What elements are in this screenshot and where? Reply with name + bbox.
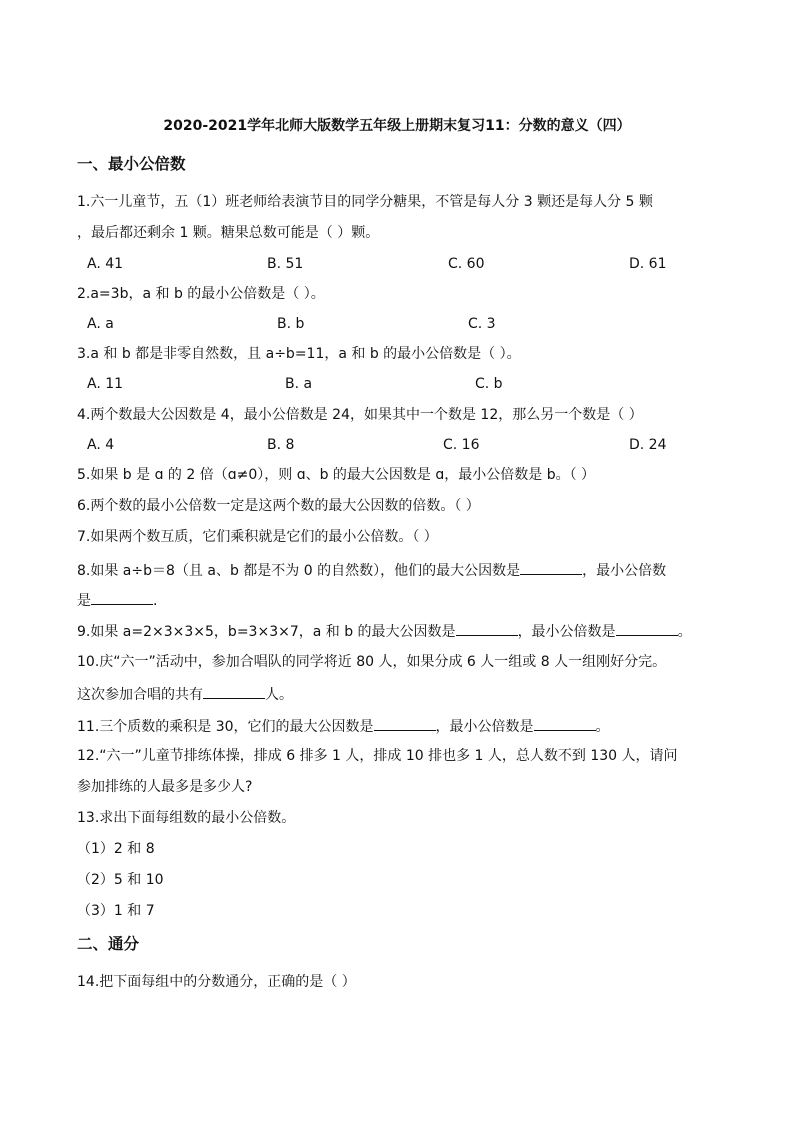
option-c[interactable]: C. 3 bbox=[468, 316, 496, 332]
question-13: 13.求出下面每组数的最小公倍数。 bbox=[77, 810, 296, 826]
question-14: 14.把下面每组中的分数通分，正确的是（ ） bbox=[77, 974, 356, 990]
option-b[interactable]: B. a bbox=[285, 376, 313, 392]
question-8-text: ，最小公倍数 bbox=[582, 563, 667, 579]
question-6: 6.两个数的最小公倍数一定是这两个数的最大公因数的倍数。（ ） bbox=[77, 498, 480, 514]
option-a[interactable]: A. 11 bbox=[87, 376, 124, 392]
question-8-text: 是 bbox=[77, 593, 91, 609]
question-9-text: ，最小公倍数是 bbox=[517, 624, 616, 640]
question-12-line-1: 12.“六一”儿童节排练体操，排成 6 排多 1 人，排成 10 排也多 1 人，总人数不到 130 人，请问 bbox=[77, 748, 678, 764]
question-11 bbox=[77, 716, 610, 736]
option-a[interactable]: A. 41 bbox=[87, 256, 124, 272]
question-3: 3.a 和 b 都是非零自然数，且 a÷b=11，a 和 b 的最小公倍数是（ ）。 bbox=[77, 346, 521, 362]
section-heading-lcm: 一、最小公倍数 bbox=[77, 155, 186, 173]
answer-blank[interactable] bbox=[456, 621, 518, 636]
answer-blank[interactable] bbox=[91, 590, 153, 605]
question-13-item: （2）5 和 10 bbox=[77, 872, 164, 888]
answer-blank[interactable] bbox=[520, 560, 582, 575]
question-2: 2.a=3b，a 和 b 的最小公倍数是（ ）。 bbox=[77, 286, 325, 302]
question-11-text: 11.三个质数的乘积是 30，它们的最大公因数是 bbox=[77, 719, 374, 735]
question-11-text: 。 bbox=[595, 719, 610, 735]
answer-blank[interactable] bbox=[534, 716, 596, 731]
question-13-item: （1）2 和 8 bbox=[77, 841, 155, 857]
page-title: 2020-2021学年北师大版数学五年级上册期末复习11：分数的意义（四） bbox=[163, 118, 631, 134]
question-10-line-1: 10.庆“六一”活动中，参加合唱队的同学将近 80 人，如果分成 6 人一组或 8 人一组刚好分完。 bbox=[77, 654, 667, 670]
answer-blank[interactable] bbox=[616, 621, 678, 636]
question-1-line-2: ，最后都还剩余 1 颗。糖果总数可能是（ ）颗。 bbox=[77, 225, 380, 241]
option-c[interactable]: C. 60 bbox=[448, 256, 485, 272]
question-13-item: （3）1 和 7 bbox=[77, 903, 155, 919]
question-11-text: ，最小公倍数是 bbox=[435, 719, 534, 735]
option-c[interactable]: C. 16 bbox=[443, 437, 480, 453]
question-10-text: 这次参加合唱的共有 bbox=[77, 687, 203, 703]
question-10-text: 人。 bbox=[265, 687, 293, 703]
question-9-text: 9.如果 a=2×3×3×5，b=3×3×7，a 和 b 的最大公因数是 bbox=[77, 624, 456, 640]
question-1-line-1: 1.六一儿童节，五（1）班老师给表演节目的同学分糖果，不管是每人分 3 颗还是每人分 5 颗 bbox=[77, 194, 653, 210]
option-d[interactable]: D. 61 bbox=[629, 256, 667, 272]
question-12-line-2: 参加排练的人最多是多少人? bbox=[77, 779, 253, 795]
question-8-line-2 bbox=[77, 590, 157, 610]
question-8-text: 8.如果 a÷b＝8（且 a、b 都是不为 0 的自然数），他们的最大公因数是 bbox=[77, 563, 521, 579]
answer-blank[interactable] bbox=[203, 684, 265, 699]
question-9 bbox=[77, 621, 692, 641]
question-5: 5.如果 b 是 ɑ 的 2 倍（ɑ≠0），则 ɑ、b 的最大公因数是 ɑ，最小公倍数是 b。（ ） bbox=[77, 467, 596, 483]
option-c[interactable]: C. b bbox=[475, 376, 503, 392]
question-10-line-2 bbox=[77, 684, 293, 704]
answer-blank[interactable] bbox=[374, 716, 436, 731]
option-a[interactable]: A. a bbox=[87, 316, 114, 332]
question-9-text: 。 bbox=[677, 624, 692, 640]
option-d[interactable]: D. 24 bbox=[629, 437, 667, 453]
option-b[interactable]: B. 8 bbox=[267, 437, 295, 453]
option-b[interactable]: B. 51 bbox=[267, 256, 304, 272]
section-heading-common-denominator: 二、通分 bbox=[77, 935, 140, 953]
question-7: 7.如果两个数互质，它们乘积就是它们的最小公倍数。（ ） bbox=[77, 529, 438, 545]
option-b[interactable]: B. b bbox=[277, 316, 305, 332]
question-8-line-1 bbox=[77, 560, 666, 580]
question-8-text: . bbox=[153, 593, 158, 609]
option-a[interactable]: A. 4 bbox=[87, 437, 115, 453]
question-4: 4.两个数最大公因数是 4，最小公倍数是 24，如果其中一个数是 12，那么另一个数是（ ） bbox=[77, 407, 643, 423]
